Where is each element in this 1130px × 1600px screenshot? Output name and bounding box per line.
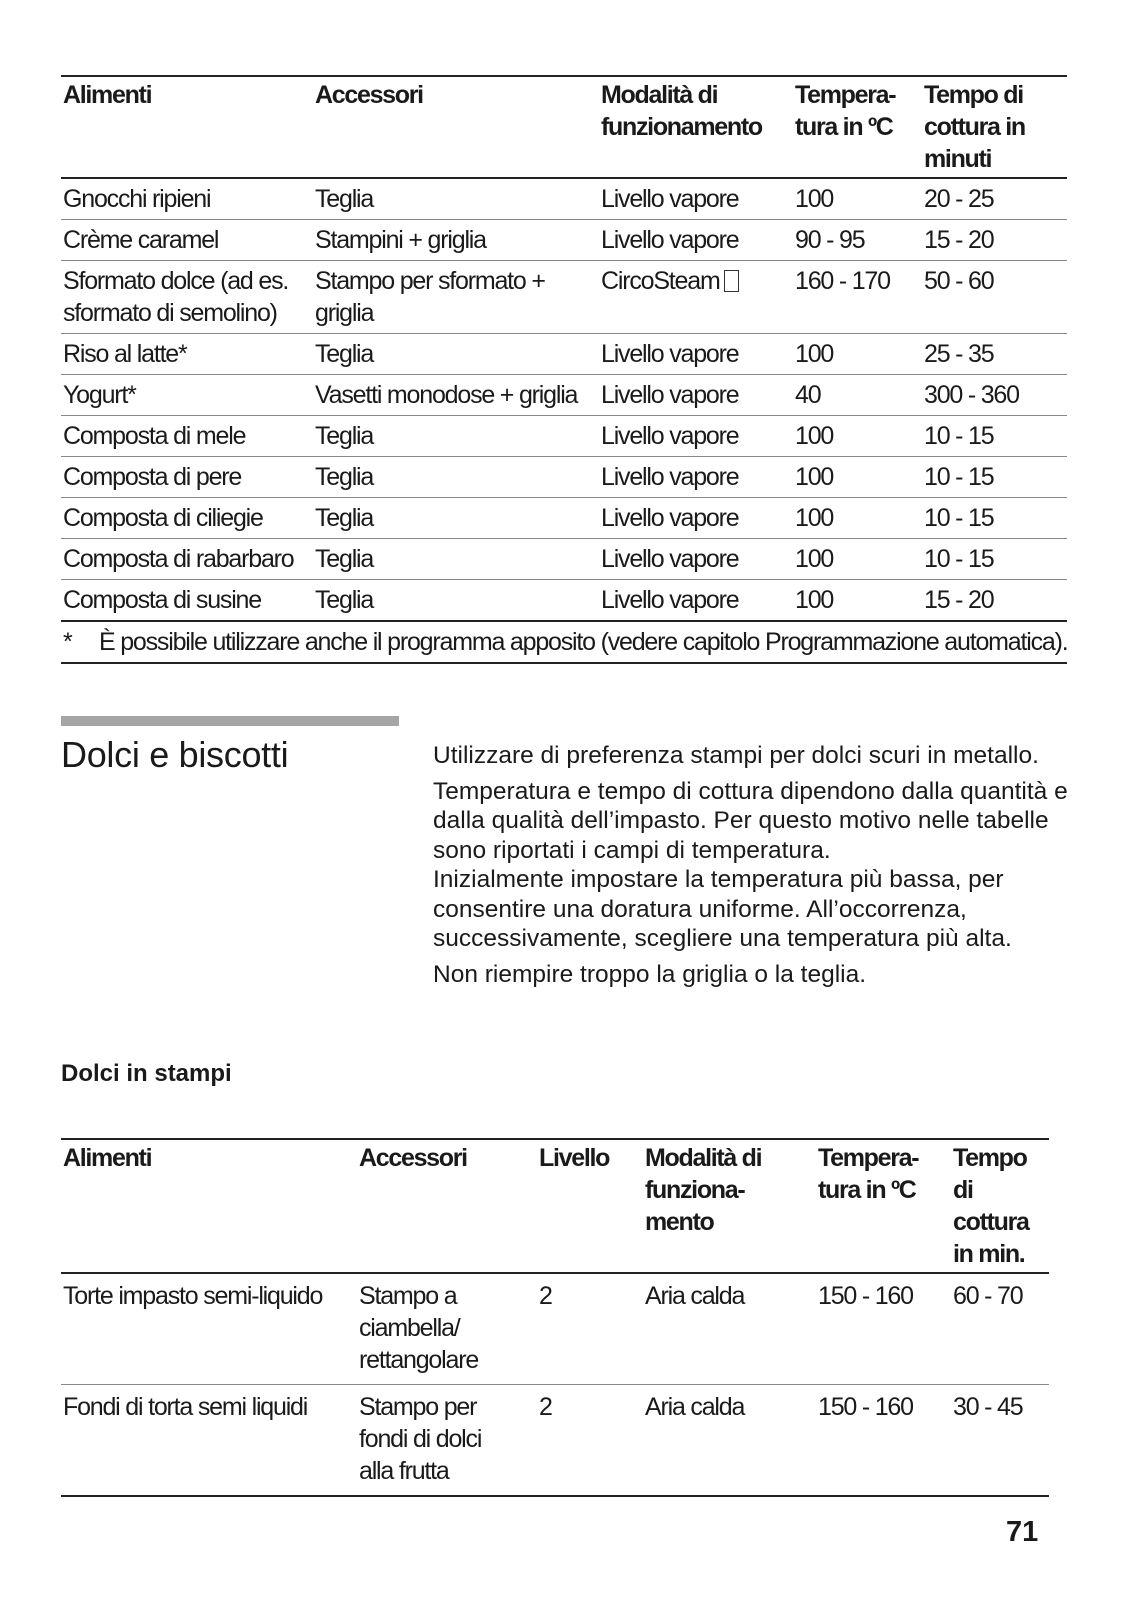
table-cell: 150 - 160	[818, 1282, 913, 1310]
table-cell: Livello vapore	[601, 586, 739, 614]
table-row	[61, 416, 1067, 457]
table-cell: Livello vapore	[601, 340, 739, 368]
intro-paragraph: Temperatura e tempo di cottura dipendono dalla quantità e dalla qualità dell’impasto. Per questo motivo nelle tabelle sono riportati i campi di temperatura.	[433, 777, 1068, 864]
intro-paragraph: Utilizzare di preferenza stampi per dolci scuri in metallo.	[433, 742, 1039, 769]
table-cell: 10 - 15	[924, 504, 994, 532]
steam-cooking-table	[61, 75, 1067, 664]
table-cell: 10 - 15	[924, 463, 994, 491]
table-cell: Stampo per fondi di dolci alla frutta	[359, 1393, 482, 1485]
table-cell: 100	[795, 504, 834, 532]
intro-paragraph: Non riempire troppo la griglia o la teglia.	[433, 960, 867, 988]
table-cell: 30 - 45	[953, 1393, 1023, 1421]
footnote	[61, 621, 1067, 663]
table-cell: Livello vapore	[601, 226, 739, 254]
table-cell: 160 - 170	[795, 267, 890, 295]
table-cell: Composta di rabarbaro	[63, 545, 294, 573]
table-cell: 15 - 20	[924, 226, 994, 254]
table-cell: Livello vapore	[601, 504, 739, 532]
column-header: Tempo di cottura in minuti	[924, 81, 1025, 173]
table-cell: Livello vapore	[601, 381, 739, 409]
table-cell: 100	[795, 422, 834, 450]
column-header: Alimenti	[63, 1144, 152, 1172]
table-cell: Gnocchi ripieni	[63, 185, 211, 213]
table-cell: Teglia	[315, 586, 374, 614]
table-cell	[599, 261, 793, 334]
table-row	[61, 1273, 1049, 1385]
table-cell: Livello vapore	[601, 545, 739, 573]
column-header: Tempo di cottura in min.	[953, 1144, 1029, 1268]
table-cell: 150 - 160	[818, 1393, 913, 1421]
column-header: Accessori	[315, 81, 423, 109]
table-row	[61, 457, 1067, 498]
table-cell: Crème caramel	[63, 226, 219, 254]
table-header-row	[61, 76, 1067, 178]
table-cell: Torte impasto semi-liquido	[63, 1282, 323, 1310]
table-cell: 25 - 35	[924, 340, 994, 368]
table-cell: Livello vapore	[601, 422, 739, 450]
table-cell: 100	[795, 185, 834, 213]
column-header: Modalità di funzionamento	[601, 81, 762, 141]
table-cell: Yogurt*	[63, 381, 136, 409]
table-cell: 10 - 15	[924, 422, 994, 450]
table-cell: Stampo a ciambella/ rettangolare	[359, 1282, 479, 1374]
table-cell: 50 - 60	[924, 267, 994, 295]
table-cell: 300 - 360	[924, 381, 1019, 409]
table-cell: Aria calda	[645, 1282, 745, 1310]
table-cell: 15 - 20	[924, 586, 994, 614]
column-header: Alimenti	[63, 81, 152, 109]
column-header: Modalità di funziona- mento	[645, 1144, 762, 1236]
table-cell: 100	[795, 586, 834, 614]
table-cell: Teglia	[315, 504, 374, 532]
table-cell: Composta di mele	[63, 422, 246, 450]
table-cell: Stampini + griglia	[315, 226, 486, 254]
table-cell: Teglia	[315, 463, 374, 491]
table-header-row	[61, 1139, 1049, 1273]
column-header: Tempera- tura in ºC	[795, 81, 896, 141]
intro-paragraph: Inizialmente impostare la temperatura più bassa, per consentire una doratura uniforme. All’occorrenza, successivamente, scegliere una temperatura più alta.	[433, 866, 1012, 952]
table-cell: 100	[795, 545, 834, 573]
table-cell: 2	[539, 1282, 552, 1310]
table-cell: Riso al latte*	[63, 340, 187, 368]
cakes-in-tins-table	[61, 1138, 1049, 1497]
table-row	[61, 1385, 1049, 1497]
table-cell: Composta di ciliegie	[63, 504, 263, 532]
mode-label: CircoSteam	[601, 267, 720, 295]
column-header: Livello	[539, 1144, 610, 1172]
table-cell: 20 - 25	[924, 185, 994, 213]
column-header: Tempera- tura in ºC	[818, 1144, 919, 1204]
table-cell: 100	[795, 463, 834, 491]
table-cell: Composta di susine	[63, 586, 261, 614]
page-number: 71	[1006, 1516, 1039, 1548]
table-row	[61, 334, 1067, 375]
table-cell: Teglia	[315, 185, 374, 213]
footnote-mark: *	[63, 628, 72, 656]
table-row	[61, 375, 1067, 416]
table-cell: 100	[795, 340, 834, 368]
table-cell: Sformato dolce (ad es. sformato di semolino)	[63, 267, 289, 327]
table-cell: Stampo per sformato + griglia	[315, 267, 545, 327]
table-row	[61, 178, 1067, 220]
table-cell: 40	[795, 381, 821, 409]
table-row	[61, 580, 1067, 622]
table-cell: Aria calda	[645, 1393, 745, 1421]
table-cell: 60 - 70	[953, 1282, 1023, 1310]
section-divider-bar	[61, 716, 399, 726]
section-intro	[433, 741, 1073, 995]
table-cell: 90 - 95	[795, 226, 865, 254]
table-cell: Livello vapore	[601, 185, 739, 213]
table-row	[61, 261, 1067, 334]
table-cell: Vasetti monodose + griglia	[315, 381, 578, 409]
table-row	[61, 539, 1067, 580]
section-title: Dolci e biscotti	[61, 734, 289, 775]
footnote-row	[61, 621, 1067, 663]
table-row	[61, 498, 1067, 539]
table-cell: Livello vapore	[601, 463, 739, 491]
subsection-title: Dolci in stampi	[61, 1060, 232, 1087]
circosteam-icon	[724, 270, 739, 292]
table-cell: Teglia	[315, 422, 374, 450]
table-cell: 10 - 15	[924, 545, 994, 573]
table-cell: Composta di pere	[63, 463, 242, 491]
footnote-text: È possibile utilizzare anche il programma apposito (vedere capitolo Programmazione automatica).	[99, 628, 1068, 656]
table-cell: Fondi di torta semi liquidi	[63, 1393, 308, 1421]
table-row	[61, 220, 1067, 261]
column-header: Accessori	[359, 1144, 467, 1172]
table-cell: Teglia	[315, 340, 374, 368]
table-cell: Teglia	[315, 545, 374, 573]
table-cell: 2	[539, 1393, 552, 1421]
